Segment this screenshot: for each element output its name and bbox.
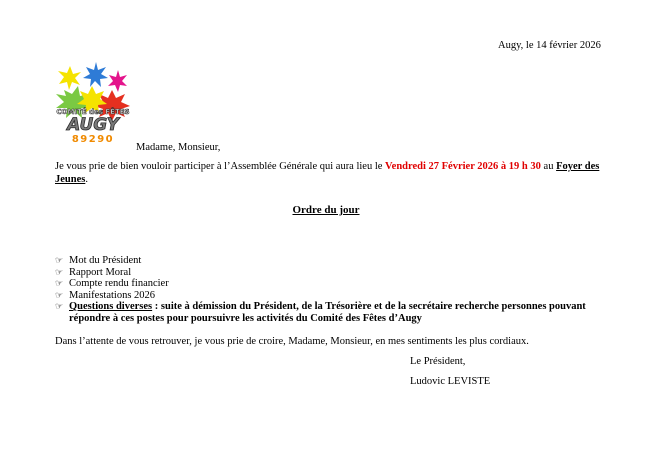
agenda-item-questions <box>55 301 625 324</box>
agenda-title: Ordre du jour <box>292 204 360 216</box>
agenda-item <box>55 290 625 302</box>
logo-postcode: 89290 <box>71 134 115 144</box>
pointing-hand-icon: ☞ <box>55 289 64 300</box>
pointing-hand-icon: ☞ <box>55 255 64 265</box>
firework-burst-blue <box>83 62 108 87</box>
agenda-heading <box>0 204 652 216</box>
questions-label: Questions diverses <box>69 301 153 312</box>
comite-des-fetes-logo <box>52 60 134 144</box>
agenda-item <box>55 267 625 279</box>
logo-top-text: COMITÉ des FÊTES <box>56 108 130 116</box>
date-line: Augy, le 14 février 2026 <box>498 40 601 51</box>
signature-name: Ludovic LEVISTE <box>410 376 491 387</box>
fireworks-logo-icon <box>52 60 134 144</box>
agenda-item-text: Rapport Moral <box>69 266 132 278</box>
agenda-list <box>55 255 625 324</box>
meeting-date: Vendredi 27 Février 2026 à 19 h 30 <box>385 161 541 172</box>
agenda-item-text: Mot du Président <box>69 255 142 266</box>
firework-burst-pink <box>108 70 127 92</box>
intro-paragraph <box>55 160 630 186</box>
agenda-item <box>55 255 625 267</box>
intro-text-end: . <box>85 174 88 185</box>
pointing-hand-icon: ☞ <box>55 301 64 311</box>
agenda-item-text: Compte rendu financier <box>69 278 169 289</box>
agenda-item-text: Manifestations 2026 <box>69 289 156 301</box>
meeting-place: Foyer des Jeunes <box>55 161 600 185</box>
firework-burst-yellow <box>58 66 81 90</box>
pointing-hand-icon: ☞ <box>55 278 64 288</box>
signature-title: Le Président, <box>410 356 466 367</box>
salutation: Madame, Monsieur, <box>136 142 221 153</box>
questions-detail: : suite à démission du Président, de la Trésorière et de la secrétaire recherche personnes pouvant répondre à ces postes pour poursuivre les activités du Comité des Fêtes d’Augy <box>69 301 586 324</box>
agenda-item-text <box>69 301 625 324</box>
logo-name: AUGY <box>67 115 119 135</box>
pointing-hand-icon: ☞ <box>55 266 64 277</box>
intro-text-middle: au <box>540 161 557 172</box>
closing-paragraph: Dans l’attente de vous retrouver, je vous prie de croire, Madame, Monsieur, en mes sentiments les plus cordiaux. <box>55 336 529 347</box>
agenda-item <box>55 278 625 290</box>
intro-text-before: Je vous prie de bien vouloir participer à l’Assemblée Générale qui aura lieu le <box>55 161 386 172</box>
